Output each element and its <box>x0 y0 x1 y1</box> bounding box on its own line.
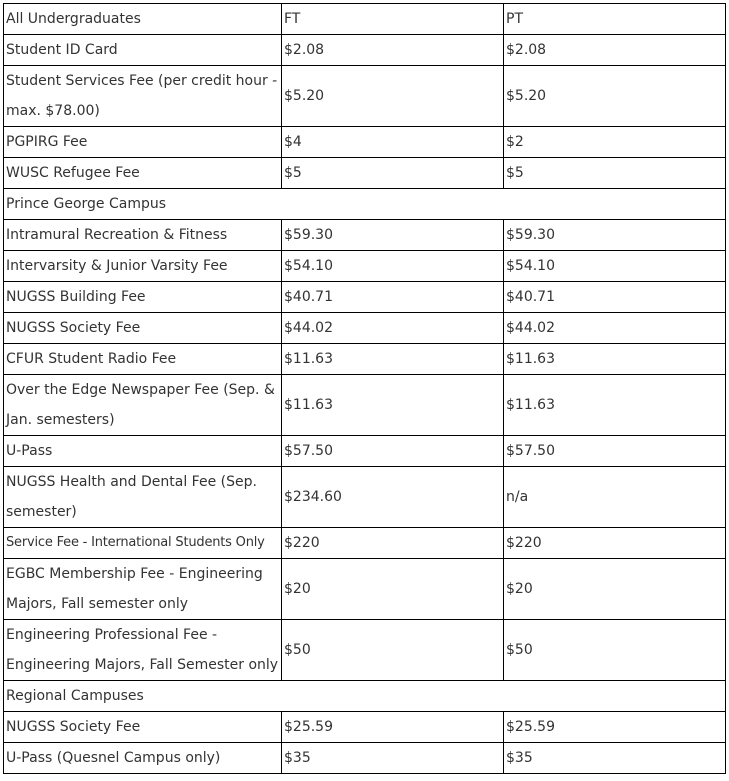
header-pt: PT <box>504 4 726 35</box>
fee-ft: $20 <box>282 559 504 620</box>
fee-label: CFUR Student Radio Fee <box>4 344 282 375</box>
fee-label: NUGSS Health and Dental Fee (Sep. semester) <box>4 467 282 528</box>
fee-ft: $59.30 <box>282 220 504 251</box>
fee-pt: $11.63 <box>504 344 726 375</box>
fee-ft: $2.08 <box>282 35 504 66</box>
header-category: All Undergraduates <box>4 4 282 35</box>
fee-label: NUGSS Building Fee <box>4 282 282 313</box>
fee-label: Intervarsity & Junior Varsity Fee <box>4 251 282 282</box>
table-row <box>4 220 726 251</box>
fee-ft: $4 <box>282 127 504 158</box>
table-row <box>4 66 726 127</box>
fee-label: NUGSS Society Fee <box>4 313 282 344</box>
table-row <box>4 712 726 743</box>
fee-pt: n/a <box>504 467 726 528</box>
fee-pt: $59.30 <box>504 220 726 251</box>
fee-pt: $50 <box>504 620 726 681</box>
fee-ft: $44.02 <box>282 313 504 344</box>
fee-pt: $5 <box>504 158 726 189</box>
fee-label: EGBC Membership Fee - Engineering Majors, Fall semester only <box>4 559 282 620</box>
table-row <box>4 620 726 681</box>
fee-pt: $40.71 <box>504 282 726 313</box>
table-row <box>4 127 726 158</box>
fee-ft: $25.59 <box>282 712 504 743</box>
section-heading-regional: Regional Campuses <box>4 681 726 712</box>
fee-ft: $57.50 <box>282 436 504 467</box>
table-row <box>4 559 726 620</box>
table-row <box>4 158 726 189</box>
fee-ft: $220 <box>282 528 504 559</box>
fee-ft: $11.63 <box>282 344 504 375</box>
table-row <box>4 344 726 375</box>
fee-ft: $11.63 <box>282 375 504 436</box>
fee-label: PGPIRG Fee <box>4 127 282 158</box>
fee-pt: $2 <box>504 127 726 158</box>
fee-ft: $50 <box>282 620 504 681</box>
table-row <box>4 436 726 467</box>
fee-label: Engineering Professional Fee - Engineering Majors, Fall Semester only <box>4 620 282 681</box>
fee-pt: $54.10 <box>504 251 726 282</box>
fee-label: Student Services Fee (per credit hour - max. $78.00) <box>4 66 282 127</box>
fee-ft: $234.60 <box>282 467 504 528</box>
fee-label: WUSC Refugee Fee <box>4 158 282 189</box>
fee-label: U-Pass <box>4 436 282 467</box>
fee-pt: $2.08 <box>504 35 726 66</box>
table-row <box>4 743 726 774</box>
fee-label: U-Pass (Quesnel Campus only) <box>4 743 282 774</box>
section-row <box>4 189 726 220</box>
table-row <box>4 528 726 559</box>
section-heading-prince-george: Prince George Campus <box>4 189 726 220</box>
fee-pt: $57.50 <box>504 436 726 467</box>
fee-pt: $44.02 <box>504 313 726 344</box>
fee-table <box>3 3 726 774</box>
fee-label: Over the Edge Newspaper Fee (Sep. & Jan. semesters) <box>4 375 282 436</box>
fee-pt: $25.59 <box>504 712 726 743</box>
table-row <box>4 251 726 282</box>
fee-ft: $5 <box>282 158 504 189</box>
fee-ft: $35 <box>282 743 504 774</box>
fee-pt: $5.20 <box>504 66 726 127</box>
fee-ft: $54.10 <box>282 251 504 282</box>
table-row <box>4 313 726 344</box>
table-row <box>4 282 726 313</box>
fee-pt: $11.63 <box>504 375 726 436</box>
table-row <box>4 375 726 436</box>
fee-ft: $5.20 <box>282 66 504 127</box>
table-header-row <box>4 4 726 35</box>
fee-pt: $20 <box>504 559 726 620</box>
header-ft: FT <box>282 4 504 35</box>
table-row <box>4 35 726 66</box>
fee-ft: $40.71 <box>282 282 504 313</box>
table-row <box>4 467 726 528</box>
fee-label: Intramural Recreation & Fitness <box>4 220 282 251</box>
fee-pt: $220 <box>504 528 726 559</box>
fee-pt: $35 <box>504 743 726 774</box>
fee-label: Student ID Card <box>4 35 282 66</box>
fee-label: Service Fee - International Students Only <box>4 528 282 559</box>
fee-label: NUGSS Society Fee <box>4 712 282 743</box>
section-row <box>4 681 726 712</box>
